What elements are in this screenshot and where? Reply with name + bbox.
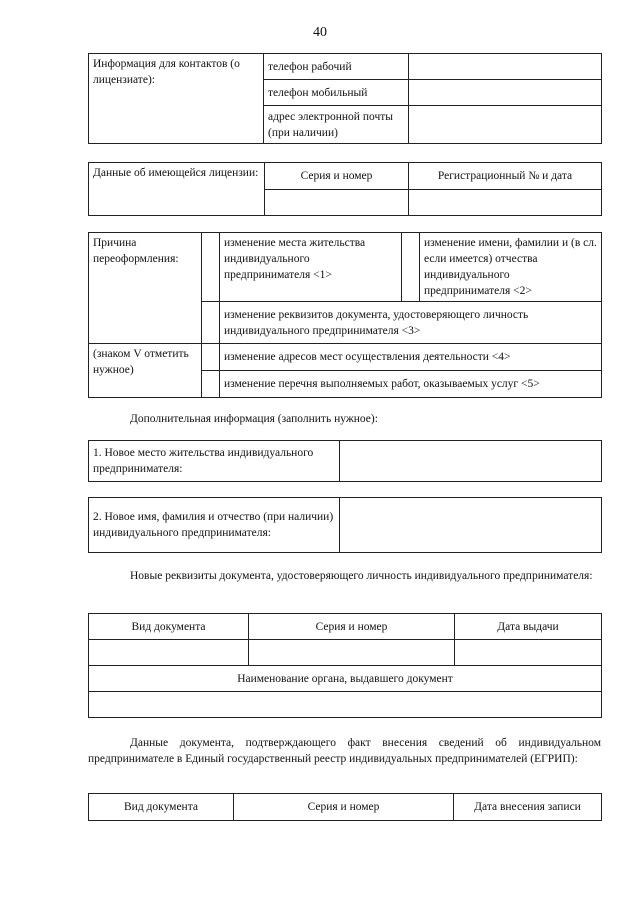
new-residence-table bbox=[88, 440, 602, 482]
license-label: Данные об имеющейся лицензии: bbox=[89, 163, 265, 216]
new-id-type-header: Вид документа bbox=[89, 614, 249, 640]
contacts-table bbox=[88, 53, 602, 144]
license-reg-field[interactable] bbox=[409, 190, 602, 216]
license-series-field[interactable] bbox=[265, 190, 409, 216]
option1-label: изменение места жительства индивидуального предпринимателя <1> bbox=[220, 233, 402, 302]
new-id-table bbox=[88, 613, 602, 718]
email-label: адрес электронной почты (при наличии) bbox=[264, 106, 409, 144]
mobile-phone-label: телефон мобильный bbox=[264, 80, 409, 106]
option4-label: изменение адресов мест осуществления деятельности <4> bbox=[220, 344, 602, 371]
contacts-label: Информация для контактов (о лицензиате): bbox=[89, 54, 264, 144]
new-name-table bbox=[88, 497, 602, 553]
option5-label: изменение перечня выполняемых работ, оказываемых услуг <5> bbox=[220, 371, 602, 398]
new-id-date-field[interactable] bbox=[455, 640, 602, 666]
egrip-date-header: Дата внесения записи bbox=[454, 794, 602, 821]
option5-checkbox[interactable] bbox=[202, 371, 220, 398]
option4-checkbox[interactable] bbox=[202, 344, 220, 371]
new-name-label: 2. Новое имя, фамилия и отчество (при наличии) индивидуального предпринимателя: bbox=[89, 498, 340, 553]
license-table bbox=[88, 162, 602, 216]
page-number: 40 bbox=[313, 25, 327, 40]
option2-label: изменение имени, фамилии и (в сл. если имеется) отчества индивидуального предпринимателя <2> bbox=[420, 233, 602, 302]
option3-label: изменение реквизитов документа, удостоверяющего личность индивидуального предпринимателя <3> bbox=[220, 302, 602, 344]
work-phone-field[interactable] bbox=[409, 54, 602, 80]
new-residence-label: 1. Новое место жительства индивидуального предпринимателя: bbox=[89, 441, 340, 482]
email-field[interactable] bbox=[409, 106, 602, 144]
egrip-heading: Данные документа, подтверждающего факт внесения сведений об индивидуальном предпринимателе в Единый государственный реестр индивидуальных предпринимателей (ЕГРИП): bbox=[88, 737, 601, 765]
egrip-type-header: Вид документа bbox=[89, 794, 234, 821]
license-series-header: Серия и номер bbox=[265, 163, 409, 190]
work-phone-label: телефон рабочий bbox=[264, 54, 409, 80]
new-id-issuer-header: Наименование органа, выдавшего документ bbox=[89, 666, 602, 692]
egrip-table bbox=[88, 793, 602, 821]
reissue-reason-label: Причина переоформления: bbox=[89, 233, 202, 344]
mark-instruction: (знаком V отметить нужное) bbox=[89, 344, 202, 398]
new-id-issuer-field[interactable] bbox=[89, 692, 602, 718]
new-id-heading: Новые реквизиты документа, удостоверяющего личность индивидуального предпринимателя: bbox=[130, 570, 593, 582]
license-reg-header: Регистрационный № и дата bbox=[409, 163, 602, 190]
egrip-series-header: Серия и номер bbox=[234, 794, 454, 821]
new-residence-field[interactable] bbox=[340, 441, 602, 482]
option2-checkbox[interactable] bbox=[402, 233, 420, 302]
option1-checkbox[interactable] bbox=[202, 233, 220, 302]
new-id-type-field[interactable] bbox=[89, 640, 249, 666]
option3-checkbox[interactable] bbox=[202, 302, 220, 344]
new-id-series-header: Серия и номер bbox=[249, 614, 455, 640]
new-name-field[interactable] bbox=[340, 498, 602, 553]
additional-info-heading: Дополнительная информация (заполнить нужное): bbox=[130, 413, 378, 425]
new-id-series-field[interactable] bbox=[249, 640, 455, 666]
mobile-phone-field[interactable] bbox=[409, 80, 602, 106]
reissue-reasons-table bbox=[88, 232, 602, 398]
new-id-date-header: Дата выдачи bbox=[455, 614, 602, 640]
